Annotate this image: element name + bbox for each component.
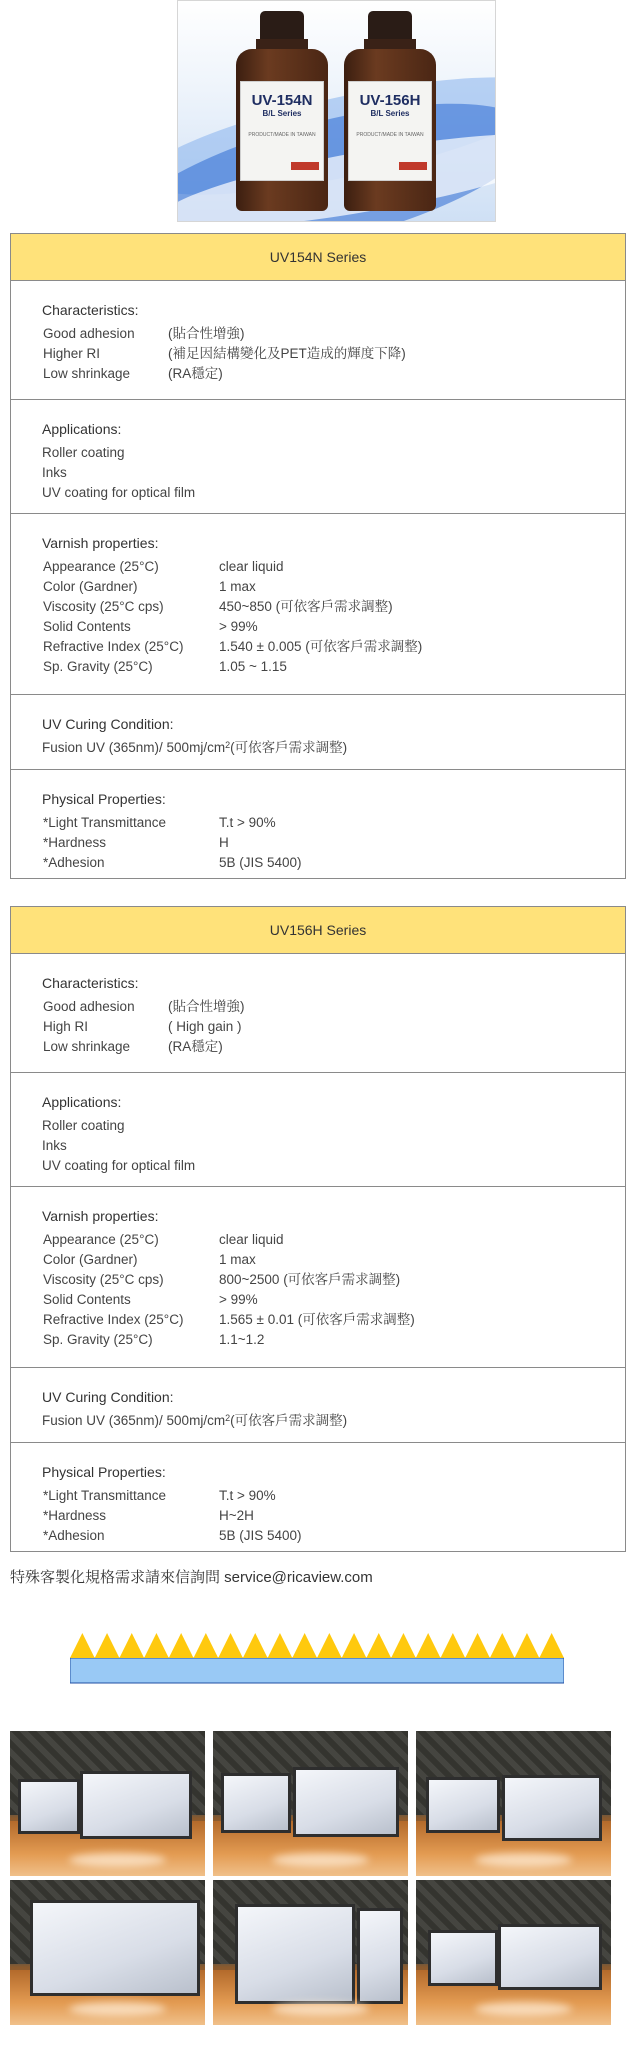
application-item: Roller coating xyxy=(42,1118,125,1133)
characteristic-row: Low shrinkage (RA穩定) xyxy=(43,366,223,381)
varnish-row: Color (Gardner) 1 max xyxy=(43,1252,256,1267)
prism-film-svg xyxy=(70,1627,564,1684)
characteristic-row: Good adhesion (貼合性增強) xyxy=(43,326,245,341)
prism-tooth xyxy=(539,1633,564,1658)
prism-tooth xyxy=(515,1633,540,1658)
prism-tooth xyxy=(292,1633,317,1658)
demo-photo xyxy=(416,1880,611,2025)
varnish-row: Sp. Gravity (25°C) 1.1~1.2 xyxy=(43,1332,265,1347)
characteristics-section xyxy=(11,281,625,400)
physical-row: *Hardness H~2H xyxy=(43,1508,254,1523)
bottle-product-name: UV-156H xyxy=(359,92,421,109)
physical-row: *Light Transmittance T.t > 90% xyxy=(43,815,276,830)
varnish-row: Appearance (25°C) clear liquid xyxy=(43,1232,284,1247)
prism-tooth xyxy=(268,1633,293,1658)
application-item: Roller coating xyxy=(42,445,125,460)
bottle-product-name: UV-154N xyxy=(251,92,313,109)
physical-row: *Adhesion 5B (JIS 5400) xyxy=(43,1528,302,1543)
section-title: Varnish properties: xyxy=(42,535,159,551)
bottle-small-text: PRODUCT/MADE IN TAIWAN xyxy=(356,132,424,138)
prism-tooth xyxy=(490,1633,515,1658)
physical-section xyxy=(11,770,625,878)
bottle-label xyxy=(240,81,324,181)
prism-tooth xyxy=(169,1633,194,1658)
characteristic-row: Low shrinkage (RA穩定) xyxy=(43,1039,223,1054)
application-item: Inks xyxy=(42,465,67,480)
applications-section xyxy=(11,1073,625,1187)
prism-tooth xyxy=(95,1633,120,1658)
spec-table-uv154n xyxy=(10,233,626,879)
physical-section xyxy=(11,1443,625,1551)
varnish-row: Color (Gardner) 1 max xyxy=(43,579,256,594)
curing-section xyxy=(11,695,625,770)
section-title: Physical Properties: xyxy=(42,1464,166,1480)
varnish-row: Refractive Index (25°C) 1.540 ± 0.005 (可依客戶需求調整) xyxy=(43,639,423,654)
film-base-layer xyxy=(70,1658,564,1683)
prism-tooth xyxy=(366,1633,391,1658)
section-title: Characteristics: xyxy=(42,302,139,318)
demo-photo xyxy=(10,1731,205,1876)
prism-tooth xyxy=(416,1633,441,1658)
section-title: Applications: xyxy=(42,1094,122,1110)
prism-tooth xyxy=(144,1633,169,1658)
varnish-section xyxy=(11,1187,625,1368)
characteristics-section xyxy=(11,954,625,1073)
varnish-row: Solid Contents > 99% xyxy=(43,1292,258,1307)
prism-tooth xyxy=(218,1633,243,1658)
demo-photo xyxy=(10,1880,205,2025)
demo-photo xyxy=(213,1880,408,2025)
varnish-row: Sp. Gravity (25°C) 1.05 ~ 1.15 xyxy=(43,659,287,674)
prism-layer xyxy=(70,1633,564,1658)
prism-tooth xyxy=(317,1633,342,1658)
bottle-series: B/L Series xyxy=(262,109,302,118)
bottle-label xyxy=(348,81,432,181)
section-title: Physical Properties: xyxy=(42,791,166,807)
varnish-row: Viscosity (25°C cps) 800~2500 (可依客戶需求調整) xyxy=(43,1272,401,1287)
varnish-section xyxy=(11,514,625,695)
characteristic-row: Higher RI (補足因結構變化及PET造成的輝度下降) xyxy=(43,346,406,361)
characteristic-row: Good adhesion (貼合性增強) xyxy=(43,999,245,1014)
bottle-small-text: PRODUCT/MADE IN TAIWAN xyxy=(248,132,316,138)
application-item: Inks xyxy=(42,1138,67,1153)
varnish-row: Solid Contents > 99% xyxy=(43,619,258,634)
prism-tooth xyxy=(342,1633,367,1658)
physical-row: *Adhesion 5B (JIS 5400) xyxy=(43,855,302,870)
prism-tooth xyxy=(441,1633,466,1658)
section-title: Varnish properties: xyxy=(42,1208,159,1224)
curing-condition: Fusion UV (365nm)/ 500mj/cm $^2$ (可依客戶需求調整) xyxy=(42,740,348,755)
demo-photo xyxy=(416,1731,611,1876)
demo-photo xyxy=(213,1731,408,1876)
characteristic-row: High RI ( High gain ) xyxy=(43,1019,242,1034)
prism-tooth xyxy=(391,1633,416,1658)
product-image xyxy=(177,0,496,222)
bottle-uv156h xyxy=(344,11,436,211)
prism-tooth xyxy=(243,1633,268,1658)
section-title: Characteristics: xyxy=(42,975,139,991)
curing-condition: Fusion UV (365nm)/ 500mj/cm $^2$ (可依客戶需求調整) xyxy=(42,1413,348,1428)
application-item: UV coating for optical film xyxy=(42,1158,196,1173)
application-item: UV coating for optical film xyxy=(42,485,196,500)
prism-tooth xyxy=(465,1633,490,1658)
prism-tooth xyxy=(194,1633,219,1658)
bottle-uv154n xyxy=(236,11,328,211)
spec-table-uv156h xyxy=(10,906,626,1552)
prism-tooth xyxy=(119,1633,144,1658)
bottle-series: B/L Series xyxy=(370,109,410,118)
curing-section xyxy=(11,1368,625,1443)
physical-row: *Hardness H xyxy=(43,835,229,850)
section-title: UV Curing Condition: xyxy=(42,1389,174,1405)
section-title: UV Curing Condition: xyxy=(42,716,174,732)
physical-row: *Light Transmittance T.t > 90% xyxy=(43,1488,276,1503)
applications-section xyxy=(11,400,625,514)
table-title: UV156H Series xyxy=(11,907,625,954)
prism-tooth xyxy=(70,1633,95,1658)
section-title: Applications: xyxy=(42,421,122,437)
varnish-row: Viscosity (25°C cps) 450~850 (可依客戶需求調整) xyxy=(43,599,393,614)
prism-film-diagram xyxy=(70,1627,564,1684)
varnish-row: Appearance (25°C) clear liquid xyxy=(43,559,284,574)
varnish-row: Refractive Index (25°C) 1.565 ± 0.01 (可依客戶需求調整) xyxy=(43,1312,415,1327)
table-title: UV154N Series xyxy=(11,234,625,281)
contact-note: 特殊客製化規格需求請來信詢問 service@ricaview.com xyxy=(10,1569,373,1586)
